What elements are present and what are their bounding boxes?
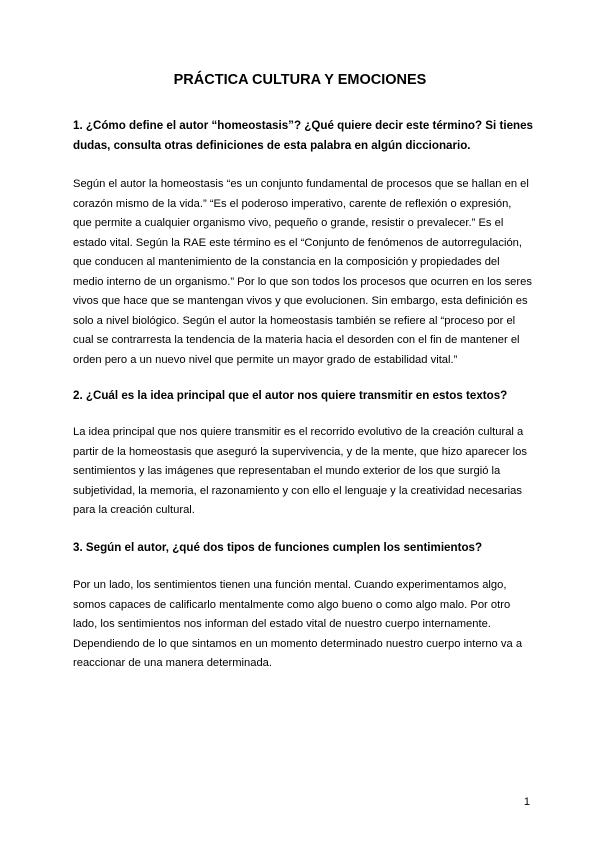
question-3: 3. Según el autor, ¿qué dos tipos de funciones cumplen los sentimientos? [73,541,483,554]
document-title: PRÁCTICA CULTURA Y EMOCIONES [173,72,427,88]
answer-2: La idea principal que nos quiere transmitir es el recorrido evolutivo de la creación cultural a partir de la homeostasis que aseguró la supervivencia, y de la mente, que hizo aparecer los sentimientos y las imágenes que representaban el mundo exterior de los que surgió la subjetividad, la memoria, el razonamiento y con ello el lenguaje y la creatividad necesarias para la creación cultural. [73,426,527,516]
question-1: 1. ¿Cómo define el autor “homeostasis”? ¿Qué quiere decir este término? Si tienes dudas, consulta otras definiciones de esta palabra en algún diccionario. [73,119,533,152]
answer-1: Según el autor la homeostasis “es un conjunto fundamental de procesos que se hallan en el corazón mismo de la vida.” “Es el poderoso imperativo, carente de reflexión o expresión, que permite a cualquier organismo vivo, pequeño o grande, resistir o prevalecer.” Es el estado vital. Según la RAE este término es el “Conjunto de fenómenos de autorregulación, que conducen al mantenimiento de la constancia en la composición y propiedades del medio interno de un organismo.” Por lo que son todos los procesos que ocurren en los seres vivos que hace que se mantengan vivos y que evolucionen. Sin embargo, esta definición es solo a nivel biológico. Según el autor la homeostasis también se refiere al “proceso por el cual se contrarresta la tendencia de la materia hacia el desorden con el fin de mantener el orden pero a un nuevo nivel que permite un mayor grado de estabilidad vital.” [73,178,532,366]
answer-3: Por un lado, los sentimientos tienen una función mental. Cuando experimentamos algo, somos capaces de calificarlo mentalmente como algo bueno o como algo malo. Por otro lado, los sentimientos nos informan del estado vital de nuestro cuerpo internamente. Dependiendo de lo que sintamos en un momento determinado nuestro cuerpo interno va a reaccionar de una manera determinada. [73,579,523,669]
page-number: 1 [523,796,530,808]
question-2: 2. ¿Cuál es la idea principal que el autor nos quiere transmitir en estos textos? [73,389,508,402]
